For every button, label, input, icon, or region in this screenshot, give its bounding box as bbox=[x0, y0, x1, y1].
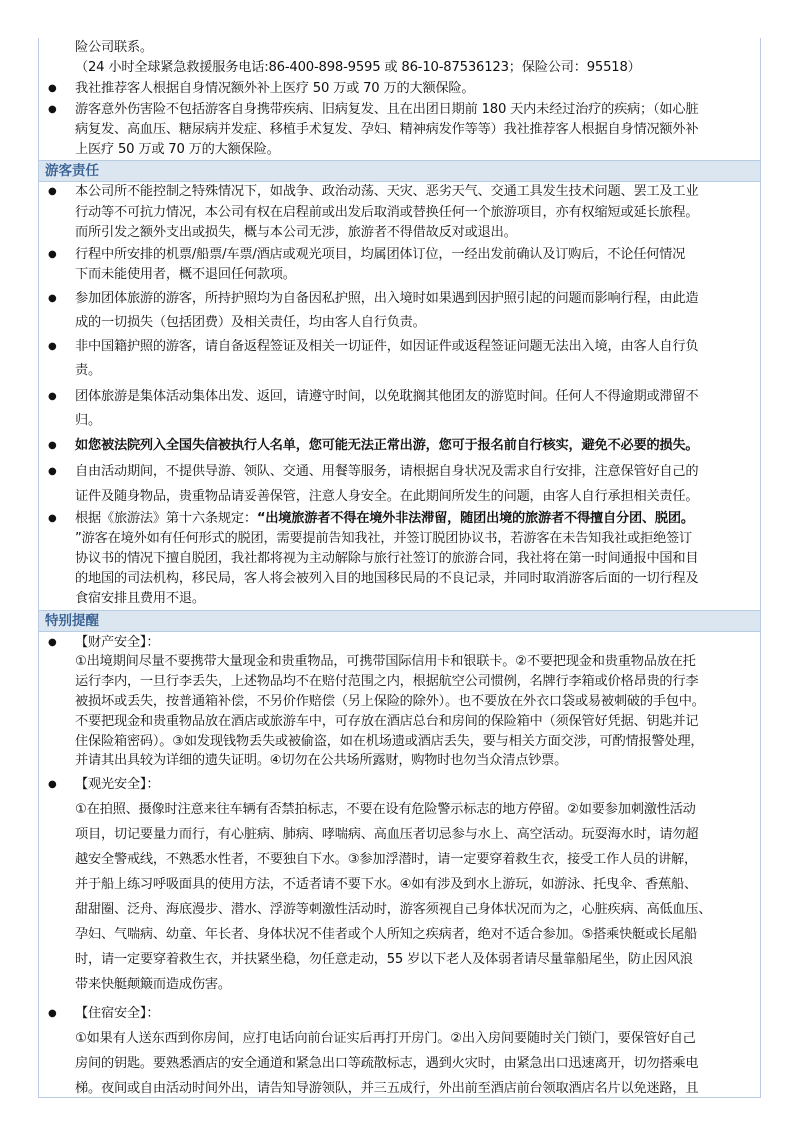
bullet-icon: ● bbox=[48, 636, 57, 648]
bullet-icon: ● bbox=[48, 83, 57, 94]
bullet-icon: ● bbox=[48, 1008, 57, 1020]
item-line: 甜甜圈、泛舟、海底漫步、潜水、浮游等刺激性活动时，游客须视自己身体状况而为之，心脏疾病、高低血压、 bbox=[75, 902, 712, 918]
bullet-icon: ● bbox=[48, 340, 57, 352]
item-line: 孕妇、气喘病、幼童、年长者、身体状况不佳者或个人所知之疾病者，绝对不适合参加。⑤搭乘快艇或长尾船 bbox=[75, 927, 698, 943]
list-item bbox=[39, 509, 760, 610]
item-line: 时，请一定要穿着救生衣，并扶紧坐稳，勿任意走动，55 岁以下老人及体弱者请尽量靠船尾坐，防止因风浪 bbox=[75, 952, 693, 968]
item-line: （24 小时全球紧急救援服务电话:86-400-898-9595 或 86-10-87536123；保险公司：95518） bbox=[75, 60, 641, 75]
item-line: 不要把现金和贵重物品放在酒店或旅游车中，可存放在酒店总台和房间的保险箱中（须保管好凭据、钥匙并记 bbox=[75, 713, 699, 729]
item-line: 协议书的情况下擅自脱团，我社都将视为主动解除与旅行社签订的旅游合同，我社将在第一时间通报中国和目 bbox=[75, 550, 699, 566]
list-item bbox=[39, 772, 760, 997]
item-line: 病复发、高血压、糖尿病并发症、移植手术复发、孕妇、精神病发作等等）我社推荐客人根据自身情况额外补 bbox=[75, 122, 699, 137]
item-line: 越安全警戒线，不熟悉水性者，不要独自下水。③参加浮潜时，请一定要穿着救生衣，接受工作人员的讲解， bbox=[75, 852, 698, 868]
item-line: 梯。夜间或自由活动时间外出，请告知导游领队，并三五成行，外出前至酒店前台领取酒店名片以免迷路，且 bbox=[75, 1081, 699, 1097]
item-line: 运行李内，一旦行李丢失，上述物品均不在赔付范围之内，根据航空公司惯例，名牌行李箱或价格昂贵的行李 bbox=[75, 674, 699, 690]
item-line: 【住宿安全】： bbox=[75, 1006, 160, 1022]
item-line: ①如果有人送东西到你房间，应打电话向前台证实后再打开房门。②出入房间要随时关门锁门，要保管好自己 bbox=[75, 1031, 696, 1047]
bullet-icon: ● bbox=[48, 390, 57, 402]
list-item bbox=[39, 38, 760, 78]
list-item bbox=[39, 459, 760, 509]
item-line: 而所引发之额外支出或损失，概与本公司无涉，旅游者不得借故反对或退出。 bbox=[75, 225, 517, 240]
bullet-icon: ● bbox=[48, 248, 57, 260]
bullet-icon: ● bbox=[48, 779, 57, 791]
section-1 bbox=[39, 160, 760, 610]
item-line: 我社推荐客人根据自身情况额外补上医疗 50 万或 70 万的大额保险。 bbox=[75, 81, 475, 96]
item-line: 【观光安全】： bbox=[75, 777, 160, 793]
item-line: 如您被法院列入全国失信被执行人名单，您可能无法正常出游，您可于报名前自行核实，避免不必要的损失。 bbox=[75, 437, 699, 453]
list-item bbox=[39, 335, 760, 383]
item-line: 游客意外伤害险不包括游客自身携带疾病、旧病复发、且在出团日期前 180 天内未经过治疗的疾病；（如心脏 bbox=[75, 102, 699, 117]
list-item bbox=[39, 100, 760, 160]
item-line: 行程中所安排的机票/船票/车票/酒店或观光项目，均属团体订位，一经出发前确认及订购后，不论任何情况 bbox=[75, 246, 686, 262]
item-line: 本公司所不能控制之特殊情况下，如战争、政治动荡、天灾、恶劣天气、交通工具发生技术问题、罢工及工业 bbox=[75, 184, 699, 199]
item-line: 项目，切记要量力而行，有心脏病、肺病、哮喘病、高血压者切忌参与水上、高空活动。玩耍海水时，请勿超 bbox=[75, 827, 699, 843]
list-item bbox=[39, 79, 760, 99]
list-item bbox=[39, 385, 760, 433]
item-line: 自由活动期间，不提供导游、领队、交通、用餐等服务，请根据自身状况及需求自行安排，注意保管好自己的 bbox=[75, 463, 699, 479]
list-item bbox=[39, 434, 760, 458]
item-line: 食宿安排且费用不退。 bbox=[75, 591, 205, 607]
section-header: 游客责任 bbox=[39, 160, 760, 182]
lead-bold-text: “出境旅游者不得在境外非法滞留，随团出境的旅游者不得擅自分团、脱团。 bbox=[256, 510, 694, 526]
section-2 bbox=[39, 610, 760, 1102]
item-line: 非中国籍护照的游客，请自备返程签证及相关一切证件，如因证件或返程签证问题无法出入境，由客人自行负 bbox=[75, 338, 699, 354]
item-line: 房间的钥匙。要熟悉酒店的安全通道和紧急出口等疏散标志，遇到火灾时，由紧急出口迅速离开，切勿搭乘电 bbox=[75, 1056, 699, 1072]
bullet-icon: ● bbox=[48, 512, 57, 524]
section-header: 特别提醒 bbox=[39, 610, 760, 632]
item-line: 险公司联系。 bbox=[75, 40, 153, 55]
item-line: 归。 bbox=[75, 412, 101, 428]
item-line: 责。 bbox=[75, 362, 101, 378]
item-line: 成的一切损失（包括团费）及相关责任，均由客人自行负责。 bbox=[75, 314, 426, 330]
item-line: ①在拍照、摄像时注意来往车辆有否禁拍标志，不要在设有危险警示标志的地方停留。②如要参加刺激性活动 bbox=[75, 802, 696, 818]
document-page bbox=[38, 38, 761, 1098]
item-line: 并于船上练习呼吸面具的使用方法，不适者请不要下水。④如有涉及到水上游玩，如游泳、托曳伞、香蕉船、 bbox=[75, 877, 698, 893]
item-line: 上医疗 50 万或 70 万的大额保险。 bbox=[75, 142, 280, 157]
item-line: 参加团体旅游的游客，所持护照均为自备因私护照，出入境时如果遇到因护照引起的问题而影响行程，由此造 bbox=[75, 290, 699, 306]
item-line: 带来快艇颠簸而造成伤害。 bbox=[75, 977, 231, 993]
item-line: 团体旅游是集体活动集体出发、返回，请遵守时间，以免耽搁其他团友的游览时间。任何人不得逾期或滞留不 bbox=[75, 388, 699, 404]
bullet-icon: ● bbox=[48, 439, 57, 451]
item-line: 【财产安全】： bbox=[75, 634, 160, 650]
bullet-icon: ● bbox=[48, 186, 57, 197]
lead-text: 根据《旅游法》第十六条规定： bbox=[75, 510, 257, 526]
item-line: ”游客在境外如有任何形式的脱团，需要提前告知我社，并签订脱团协议书，若游客在未告知我社或拒绝签订 bbox=[75, 530, 693, 546]
item-line: 住保险箱密码）。③如发现钱物丢失或被偷盗，如在机场遗或酒店丢失，要与相关方面交涉，可酌情报警处理， bbox=[75, 733, 704, 749]
list-item bbox=[39, 633, 760, 772]
bullet-icon: ● bbox=[48, 465, 57, 477]
item-line: 行动等不可抗力情况，本公司有权在启程前或出发后取消或替换任何一个旅游项目，亦有权缩短或延长旅程。 bbox=[75, 204, 699, 220]
item-line: ①出境期间尽量不要携带大量现金和贵重物品，可携带国际信用卡和银联卡。②不要把现金和贵重物品放在托 bbox=[75, 654, 696, 670]
item-line bbox=[75, 509, 760, 529]
item-line: 证件及随身物品，贵重物品请妥善保管，注意人身安全。在此期间所发生的问题，由客人自行承担相关责任。 bbox=[75, 488, 699, 504]
list-item bbox=[39, 245, 760, 285]
list-item bbox=[39, 1001, 760, 1101]
item-line: 被损坏或丢失，按普通箱补偿，不另价作赔偿（另上保险的除外）。也不要放在外衣口袋或易被刺破的手包中。 bbox=[75, 693, 705, 709]
item-line: 并请其出具较为详细的遗失证明。④切勿在公共场所露财，购物时也勿当众清点钞票。 bbox=[75, 753, 568, 769]
list-item bbox=[39, 287, 760, 335]
item-line: 下而未能使用者，概不退回任何款项。 bbox=[75, 266, 296, 282]
item-line: 的地国的司法机构，移民局，客人将会被列入目的地国移民局的不良记录，并同时取消游客后面的一切行程及 bbox=[75, 571, 699, 587]
bullet-icon: ● bbox=[48, 292, 57, 304]
bullet-icon: ● bbox=[48, 104, 57, 115]
list-item bbox=[39, 182, 760, 244]
section-0 bbox=[39, 38, 760, 160]
